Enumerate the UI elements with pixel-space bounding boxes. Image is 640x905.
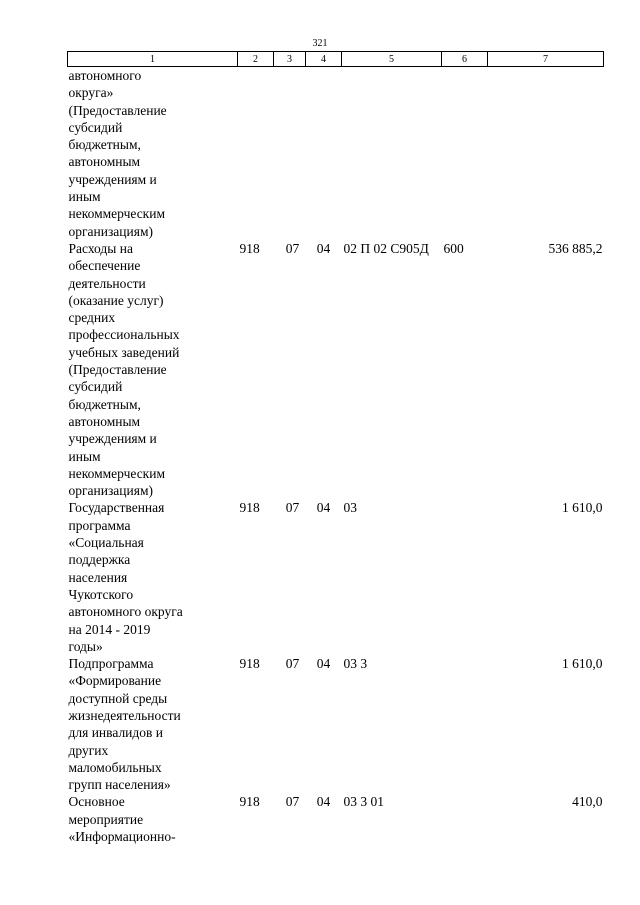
subsection-code-cell xyxy=(306,67,342,240)
amount-cell: 410,0 xyxy=(572,794,603,810)
column-header-7: 7 xyxy=(488,52,604,67)
amount-cell: 536 885,2 xyxy=(548,240,603,256)
target-article-cell: 03 xyxy=(343,500,357,516)
table-row xyxy=(68,499,604,655)
description-line: (Предоставление xyxy=(68,102,167,118)
description-line: автономным xyxy=(68,413,141,429)
column-header-6: 6 xyxy=(442,52,488,67)
section-code-cell: 07 xyxy=(285,656,300,672)
admin-code-cell: 918 xyxy=(239,500,260,516)
description-line: некоммерческим xyxy=(68,206,166,222)
description-cell xyxy=(68,67,238,240)
section-code-cell: 07 xyxy=(285,500,300,516)
description-line: (оказание услуг) xyxy=(68,292,164,308)
description-line: групп населения» xyxy=(68,777,171,793)
description-line: средних xyxy=(68,310,116,326)
description-cell xyxy=(68,793,238,845)
expense-type-cell: 600 xyxy=(443,240,464,256)
description-line: некоммерческим xyxy=(68,465,166,481)
description-line: маломобильных xyxy=(68,759,162,775)
description-line: профессиональных xyxy=(68,327,180,343)
page-number: 321 xyxy=(312,38,328,49)
admin-code-cell xyxy=(238,67,274,240)
header-row xyxy=(68,52,604,67)
description-line: Основное xyxy=(68,794,125,810)
column-header-2: 2 xyxy=(238,52,274,67)
description-line: учреждениям и xyxy=(68,171,157,187)
target-article-cell: 02 П 02 С905Д xyxy=(343,240,429,256)
table-row xyxy=(68,67,604,240)
section-code-cell: 07 xyxy=(285,794,300,810)
admin-code-cell: 918 xyxy=(239,794,260,810)
admin-code-cell: 918 xyxy=(239,240,260,256)
description-line: мероприятие xyxy=(68,811,144,827)
description-line: «Формирование xyxy=(68,673,162,689)
table-body xyxy=(68,67,604,846)
description-cell xyxy=(68,499,238,655)
description-cell xyxy=(68,240,238,499)
description-line: населения xyxy=(68,569,128,585)
table-row xyxy=(68,240,604,499)
description-line: Государственная xyxy=(68,500,165,516)
description-cell xyxy=(68,655,238,793)
description-line: Расходы на xyxy=(68,240,133,256)
subsection-code-cell: 04 xyxy=(316,656,331,672)
description-line: Чукотского xyxy=(68,586,134,602)
description-line: программа xyxy=(68,517,131,533)
admin-code-cell: 918 xyxy=(239,656,260,672)
column-header-5: 5 xyxy=(342,52,442,67)
section-code-cell xyxy=(274,67,306,240)
description-line: для инвалидов и xyxy=(68,725,163,741)
description-line: автономного округа xyxy=(68,604,183,620)
target-article-cell: 03 3 xyxy=(343,656,368,672)
description-line: Подпрограмма xyxy=(68,656,154,672)
column-header-4: 4 xyxy=(306,52,342,67)
description-line: (Предоставление xyxy=(68,362,167,378)
description-line: учреждениям и xyxy=(68,431,157,447)
description-line: жизнедеятельности xyxy=(68,707,181,723)
column-header-3: 3 xyxy=(274,52,306,67)
description-line: бюджетным, xyxy=(68,137,141,153)
description-line: «Социальная xyxy=(68,535,144,551)
target-article-cell xyxy=(342,67,442,240)
description-line: доступной среды xyxy=(68,690,168,706)
description-line: поддержка xyxy=(68,552,131,568)
description-line: организациям) xyxy=(68,223,154,239)
column-header-1: 1 xyxy=(68,52,238,67)
subsection-code-cell: 04 xyxy=(316,794,331,810)
target-article-cell: 03 3 01 xyxy=(343,794,384,810)
table-header xyxy=(68,52,604,67)
amount-cell xyxy=(488,67,604,240)
table-row xyxy=(68,793,604,845)
description-line: других xyxy=(68,742,109,758)
description-line: на 2014 - 2019 xyxy=(68,621,151,637)
description-line: бюджетным, xyxy=(68,396,141,412)
table-row xyxy=(68,655,604,793)
description-line: годы» xyxy=(68,638,103,654)
amount-cell: 1 610,0 xyxy=(562,656,603,672)
description-line: автономного xyxy=(68,68,142,83)
subsection-code-cell: 04 xyxy=(316,500,331,516)
subsection-code-cell: 04 xyxy=(316,240,331,256)
amount-cell: 1 610,0 xyxy=(562,500,603,516)
description-line: деятельности xyxy=(68,275,146,291)
budget-table xyxy=(67,51,604,845)
description-line: субсидий xyxy=(68,379,123,395)
description-line: учебных заведений xyxy=(68,344,180,360)
expense-type-cell xyxy=(442,499,488,655)
expense-type-cell xyxy=(442,793,488,845)
description-line: автономным xyxy=(68,154,141,170)
description-line: организациям) xyxy=(68,483,154,499)
expense-type-cell xyxy=(442,655,488,793)
description-line: округа» xyxy=(68,85,114,101)
description-line: «Информационно- xyxy=(68,829,176,845)
description-line: иным xyxy=(68,448,101,464)
description-line: субсидий xyxy=(68,119,123,135)
section-code-cell: 07 xyxy=(285,240,300,256)
expense-type-cell xyxy=(442,67,488,240)
description-line: обеспечение xyxy=(68,258,141,274)
description-line: иным xyxy=(68,189,101,205)
